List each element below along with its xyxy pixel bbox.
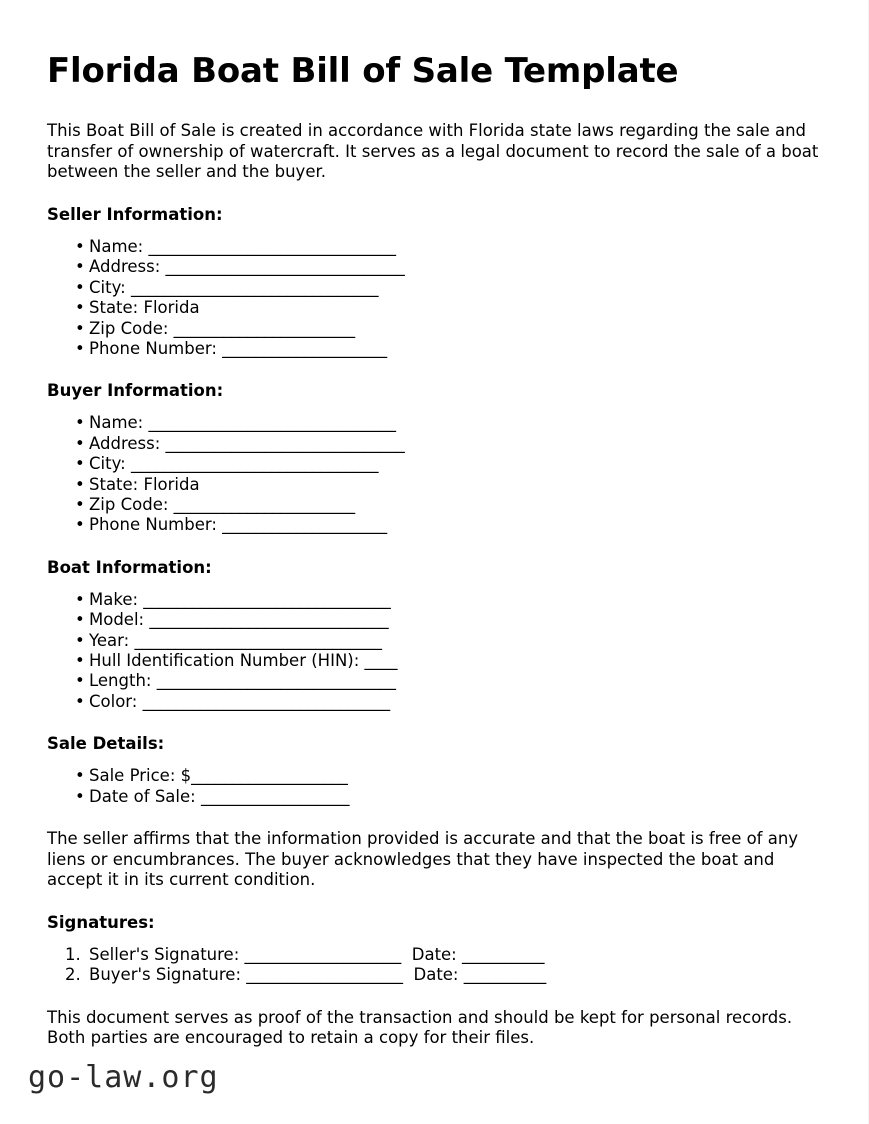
buyer-information-heading: Buyer Information: — [47, 381, 224, 401]
document-content — [47, 52, 822, 1071]
seller-information-list — [47, 237, 822, 359]
list-item: Seller's Signature: ___________________ Date: __________ — [89, 944, 545, 964]
list-item: • Name: ______________________________ — [47, 413, 822, 433]
list-item: • Address: _____________________________ — [47, 257, 822, 277]
list-item: • Length: _____________________________ — [47, 671, 822, 691]
list-item: • City: ______________________________ — [47, 278, 822, 298]
signatures-heading: Signatures: — [47, 912, 155, 932]
list-item: • Zip Code: ______________________ — [47, 495, 822, 515]
list-item: • Address: _____________________________ — [47, 434, 822, 454]
page-title: Florida Boat Bill of Sale Template — [47, 51, 679, 91]
list-item: • Phone Number: ____________________ — [47, 515, 822, 535]
list-item: • Name: ______________________________ — [47, 237, 822, 257]
affirmation-paragraph: The seller affirms that the information provided is accurate and that the boat is free of any liens or encumbrances. The buyer acknowledges that they have inspected the boat and accept it in its current condition. — [47, 829, 799, 890]
list-item: • Date of Sale: __________________ — [47, 787, 822, 807]
list-item: • Color: ______________________________ — [47, 692, 822, 712]
buyer-information-list — [47, 413, 822, 535]
boat-information-heading: Boat Information: — [47, 557, 212, 577]
site-watermark: go-law.org — [28, 1060, 219, 1095]
list-item: • Sale Price: $___________________ — [47, 766, 822, 786]
list-item: • Make: ______________________________ — [47, 590, 822, 610]
list-item: • State: Florida — [47, 475, 822, 495]
list-item: • Phone Number: ____________________ — [47, 339, 822, 359]
sale-details-list — [47, 766, 822, 807]
intro-paragraph: This Boat Bill of Sale is created in accordance with Florida state laws regarding the sale and transfer of ownership of watercraft. It serves as a legal document to record the sale of a boat between the seller and the buyer. — [47, 121, 819, 182]
seller-information-heading: Seller Information: — [47, 204, 223, 224]
sale-details-heading: Sale Details: — [47, 734, 165, 754]
list-item: • Hull Identification Number (HIN): ____ — [47, 651, 822, 671]
signatures-list — [47, 945, 822, 986]
boat-information-list — [47, 590, 822, 712]
list-item: • Year: ______________________________ — [47, 631, 822, 651]
list-item: Buyer's Signature: ___________________ Date: __________ — [89, 965, 547, 985]
closing-paragraph: This document serves as proof of the transaction and should be kept for personal records. Both parties are encouraged to retain a copy for their files. — [47, 1007, 793, 1048]
list-item: • State: Florida — [47, 298, 822, 318]
list-item: • City: ______________________________ — [47, 454, 822, 474]
list-item: • Zip Code: ______________________ — [47, 319, 822, 339]
list-item: • Model: _____________________________ — [47, 610, 822, 630]
